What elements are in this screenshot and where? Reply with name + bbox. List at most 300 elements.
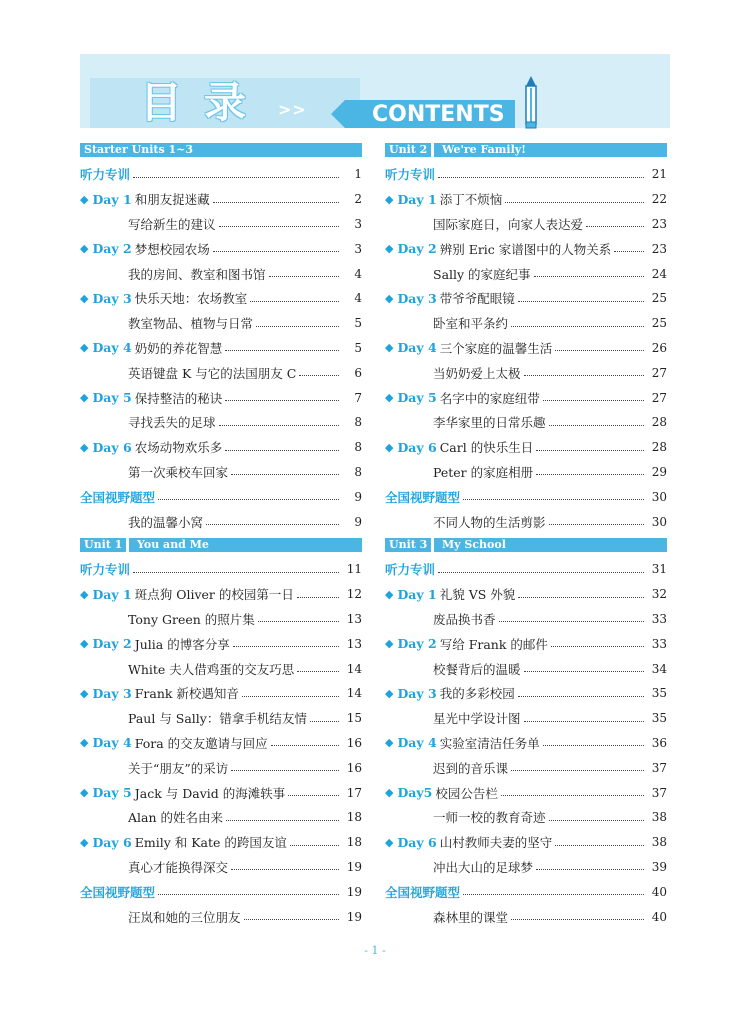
page-ref: 9 [354, 489, 362, 504]
entry-title: 迟到的音乐课 [433, 760, 509, 776]
page-ref: 37 [651, 760, 667, 775]
entry-title: 听力专训 [385, 167, 436, 183]
entry-title: 带爷爷配眼镜 [439, 291, 515, 307]
diamond-icon: ◆ [385, 587, 394, 601]
left-column [80, 143, 362, 929]
toc-entry[interactable] [385, 904, 667, 929]
dot-leader [290, 845, 339, 846]
entry-title: 第一次乘校车回家 [128, 464, 229, 480]
page-ref: 11 [346, 562, 362, 577]
page-ref: 4 [354, 291, 362, 306]
page-ref: 25 [651, 316, 667, 331]
dot-leader [524, 375, 644, 376]
dot-leader [586, 226, 644, 227]
page-ref: 1 [354, 167, 362, 182]
toc-entry[interactable] [385, 286, 667, 311]
page-ref: 13 [346, 636, 362, 651]
dot-leader [250, 301, 339, 302]
entry-title: 奶奶的养花智慧 [134, 340, 223, 356]
toc-entry[interactable] [385, 855, 667, 880]
toc-entry[interactable] [385, 607, 667, 632]
dot-leader [213, 202, 339, 203]
page-ref: 26 [651, 340, 667, 355]
toc-entry[interactable] [80, 212, 362, 237]
toc-entry[interactable] [80, 755, 362, 780]
toc-entry[interactable] [385, 879, 667, 904]
page-ref: 40 [651, 909, 667, 924]
dot-leader [505, 202, 644, 203]
dot-leader [534, 276, 644, 277]
dot-leader [438, 177, 644, 178]
toc-entry[interactable] [80, 904, 362, 929]
entry-title: 森林里的课堂 [433, 909, 509, 925]
section-header [80, 143, 362, 158]
toc-entry[interactable] [385, 212, 667, 237]
entry-title: 斑点狗 Oliver 的校园第一日 [134, 587, 294, 603]
entry-title: 添丁不烦恼 [439, 192, 503, 208]
entry-title: Julia 的博客分享 [134, 636, 230, 652]
toc-entry[interactable] [80, 410, 362, 435]
page-ref: 28 [651, 415, 667, 430]
page-ref: 30 [651, 489, 667, 504]
diamond-icon: ◆ [80, 587, 89, 601]
dot-leader [463, 499, 644, 500]
toc-entry[interactable] [385, 236, 667, 261]
dot-leader [518, 301, 644, 302]
dot-leader [225, 400, 339, 401]
page-ref: 8 [354, 464, 362, 479]
toc-entry[interactable] [385, 755, 667, 780]
entry-title: 全国视野题型 [385, 489, 461, 505]
toc-entry[interactable] [80, 607, 362, 632]
toc-entry[interactable] [385, 631, 667, 656]
toc-entry[interactable] [385, 311, 667, 336]
dot-leader [549, 524, 644, 525]
page-ref: 23 [651, 216, 667, 231]
dot-leader [524, 721, 644, 722]
day-tag: Day 2 [92, 241, 132, 257]
toc-entry[interactable] [385, 385, 667, 410]
entry-title: 星光中学设计图 [433, 711, 521, 727]
day-tag: Day 2 [397, 241, 437, 257]
page-ref: 3 [354, 216, 362, 231]
page-ref: 12 [346, 587, 362, 602]
entry-title: Jack 与 David 的海滩轶事 [134, 785, 286, 801]
toc-entry[interactable] [80, 509, 362, 534]
toc-entry[interactable] [385, 780, 667, 805]
right-column [385, 143, 667, 929]
day-tag: Day 2 [397, 636, 437, 652]
entry-title: 实验室清洁任务单 [439, 735, 540, 751]
dot-leader [518, 696, 644, 697]
dot-leader [158, 499, 339, 500]
dot-leader [511, 770, 644, 771]
diamond-icon: ◆ [385, 291, 394, 305]
page-ref: 32 [651, 587, 667, 602]
entry-title: 我的房间、教室和图书馆 [128, 266, 266, 282]
day-tag: Day 2 [92, 636, 132, 652]
diamond-icon: ◆ [385, 686, 394, 700]
dot-leader [244, 919, 339, 920]
diamond-icon: ◆ [385, 736, 394, 750]
entry-title: Paul 与 Sally：错拿手机结友情 [128, 711, 307, 727]
section-label: Unit 2 [385, 143, 434, 157]
page-ref: 18 [346, 810, 362, 825]
page-ref: 6 [354, 365, 362, 380]
section-header [80, 538, 362, 553]
diamond-icon: ◆ [80, 391, 89, 405]
entry-title: Alan 的姓名由来 [128, 810, 224, 826]
day-tag: Day 4 [92, 735, 132, 751]
day-tag: Day 5 [92, 390, 132, 406]
day-tag: Day 4 [397, 340, 437, 356]
day-tag: Day 5 [92, 785, 132, 801]
diamond-icon: ◆ [385, 786, 394, 800]
toc-entry[interactable] [80, 385, 362, 410]
page-ref: 5 [354, 316, 362, 331]
entry-title: Fora 的交友邀请与回应 [134, 735, 268, 751]
toc-entry[interactable] [385, 410, 667, 435]
dot-leader [206, 524, 339, 525]
toc-entry[interactable] [80, 460, 362, 485]
section-title: My School [442, 537, 506, 551]
entry-title: 听力专训 [80, 167, 131, 183]
page-ref: 4 [354, 266, 362, 281]
entry-title: Emily 和 Kate 的跨国友谊 [134, 835, 287, 851]
day-tag: Day 4 [92, 340, 132, 356]
diamond-icon: ◆ [80, 341, 89, 355]
diamond-icon: ◆ [385, 835, 394, 849]
section-title: We're Family! [442, 143, 526, 156]
dot-leader [297, 671, 339, 672]
entry-title: Tony Green 的照片集 [128, 611, 255, 627]
page-ref: 8 [354, 440, 362, 455]
page-ref: 33 [651, 611, 667, 626]
page-ref: 36 [651, 735, 667, 750]
page-ref: 14 [346, 661, 362, 676]
toc-entry[interactable] [385, 805, 667, 830]
toc-entry[interactable] [80, 681, 362, 706]
dot-leader [518, 597, 644, 598]
dot-leader [511, 919, 644, 920]
page-ref: 3 [354, 241, 362, 256]
dot-leader [511, 326, 644, 327]
toc-entry[interactable] [385, 261, 667, 286]
toc-entry[interactable] [385, 582, 667, 607]
entry-title: Peter 的家庭相册 [433, 464, 534, 480]
diamond-icon: ◆ [80, 291, 89, 305]
entry-title: 校餐背后的温暖 [433, 661, 521, 677]
diamond-icon: ◆ [80, 242, 89, 256]
toc-entry[interactable] [385, 336, 667, 361]
dot-leader [524, 671, 644, 672]
entry-title: 和朋友捉迷藏 [134, 192, 210, 208]
entry-title: 三个家庭的温馨生活 [439, 340, 553, 356]
dot-leader [614, 251, 644, 252]
entry-title: 卧室和平条约 [433, 316, 509, 332]
diamond-icon: ◆ [385, 440, 394, 454]
page-ref: 16 [346, 735, 362, 750]
entry-title: 礼貌 VS 外貌 [439, 587, 516, 603]
toc-entry[interactable] [80, 706, 362, 731]
page-ref: 5 [354, 340, 362, 355]
toc-entry[interactable] [385, 656, 667, 681]
dot-leader [555, 350, 644, 351]
day-tag: Day 3 [397, 685, 437, 701]
page-ref: 35 [651, 711, 667, 726]
dot-leader [231, 869, 339, 870]
entry-title: 写给 Frank 的邮件 [439, 636, 548, 652]
toc-entry[interactable] [385, 162, 667, 187]
dot-leader [501, 795, 644, 796]
toc-entry[interactable] [80, 631, 362, 656]
page-ref: 25 [651, 291, 667, 306]
entry-title: 农场动物欢乐多 [134, 440, 223, 456]
toc-entry[interactable] [80, 286, 362, 311]
entry-title: 快乐天地：农场教室 [134, 291, 248, 307]
page-ref: 19 [346, 884, 362, 899]
entry-title: 寻找丢失的足球 [128, 415, 216, 431]
entry-title: 关于“朋友”的采访 [128, 760, 229, 776]
entry-title: 国际家庭日，向家人表达爱 [433, 216, 584, 232]
dot-leader [543, 745, 644, 746]
toc-entry[interactable] [385, 706, 667, 731]
page-ref: 18 [346, 835, 362, 850]
dot-leader [536, 474, 644, 475]
entry-title: 英语键盘 K 与它的法国朋友 C [128, 365, 297, 381]
section-header [385, 538, 667, 553]
day-tag: Day 1 [397, 191, 437, 207]
entry-title: Sally 的家庭纪事 [433, 266, 531, 282]
toc-entry[interactable] [80, 582, 362, 607]
toc-entry[interactable] [80, 187, 362, 212]
page-number: - 1 - [364, 944, 386, 957]
entry-title: 我的温馨小窝 [128, 514, 204, 530]
toc-entry[interactable] [80, 731, 362, 756]
dot-leader [299, 375, 339, 376]
diamond-icon: ◆ [80, 786, 89, 800]
toc-entry[interactable] [385, 681, 667, 706]
toc-entry[interactable] [80, 261, 362, 286]
page-ref: 34 [651, 661, 667, 676]
dot-leader [219, 425, 339, 426]
toc-entry[interactable] [80, 236, 362, 261]
dot-leader [213, 251, 339, 252]
dot-leader [256, 326, 339, 327]
diamond-icon: ◆ [80, 686, 89, 700]
page-ref: 33 [651, 636, 667, 651]
dot-leader [225, 350, 339, 351]
dot-leader [536, 869, 644, 870]
day-tag: Day 5 [397, 390, 437, 406]
toc-entry[interactable] [80, 879, 362, 904]
toc-entry[interactable] [385, 484, 667, 509]
dot-leader [310, 721, 339, 722]
entry-title: 废品换书香 [433, 611, 496, 627]
entry-title: 全国视野题型 [80, 884, 156, 900]
diamond-icon: ◆ [80, 736, 89, 750]
toc-entry[interactable] [80, 484, 362, 509]
entry-title: 当奶奶爱上太极 [433, 365, 521, 381]
section-label: Unit 1 [80, 538, 129, 552]
day-tag: Day 1 [92, 191, 132, 207]
toc-entry[interactable] [80, 855, 362, 880]
page-ref: 14 [346, 686, 362, 701]
dot-leader [543, 400, 644, 401]
entry-title: 保持整洁的秘诀 [134, 390, 223, 406]
dot-leader [271, 745, 339, 746]
entry-title: 李华家里的日常乐趣 [433, 415, 546, 431]
day-tag: Day 6 [92, 439, 132, 455]
section-label: Starter Units 1~3 [80, 143, 197, 157]
toc-entry[interactable] [80, 336, 362, 361]
page-ref: 17 [346, 785, 362, 800]
dot-leader [233, 646, 339, 647]
page-ref: 39 [651, 859, 667, 874]
entry-title: 校园公告栏 [435, 785, 498, 801]
diamond-icon: ◆ [80, 835, 89, 849]
toc-entry[interactable] [385, 509, 667, 534]
page-ref: 13 [346, 611, 362, 626]
entry-title: 写给新生的建议 [128, 216, 216, 232]
section-header [385, 143, 667, 158]
entry-title: 山村教师夫妻的坚守 [439, 835, 553, 851]
dot-leader [438, 572, 644, 573]
dot-leader [551, 646, 644, 647]
entry-title: 全国视野题型 [80, 489, 156, 505]
page-ref: 31 [651, 562, 667, 577]
entry-title: 全国视野题型 [385, 884, 461, 900]
day-tag: Day 1 [92, 586, 132, 602]
page-ref: 30 [651, 514, 667, 529]
diamond-icon: ◆ [385, 341, 394, 355]
toc-entry[interactable] [80, 435, 362, 460]
page-ref: 7 [354, 390, 362, 405]
diamond-icon: ◆ [80, 637, 89, 651]
day-tag: Day 3 [92, 685, 132, 701]
entry-title: 真心才能换得深交 [128, 859, 229, 875]
page-ref: 24 [651, 266, 667, 281]
page-ref: 21 [651, 167, 667, 182]
entry-title: 汪岚和她的三位朋友 [128, 909, 241, 925]
page-title: 目录 [140, 78, 269, 127]
dot-leader [231, 770, 339, 771]
page-ref: 22 [651, 192, 667, 207]
page-ref: 16 [346, 760, 362, 775]
day-tag: Day 6 [397, 834, 437, 850]
dot-leader [133, 572, 339, 573]
pencil-icon [522, 76, 540, 130]
toc-entry[interactable] [385, 731, 667, 756]
entry-title: 听力专训 [385, 562, 436, 578]
page-ref: 23 [651, 241, 667, 256]
toc-entry[interactable] [80, 780, 362, 805]
toc-entry[interactable] [80, 557, 362, 582]
dot-leader [269, 276, 339, 277]
page-ref: 19 [346, 859, 362, 874]
toc-entry[interactable] [385, 557, 667, 582]
page-ref: 29 [651, 464, 667, 479]
dot-leader [225, 450, 339, 451]
toc-entry[interactable] [385, 460, 667, 485]
day-tag: Day5 [397, 785, 433, 801]
toc-entry[interactable] [385, 360, 667, 385]
dot-leader [133, 177, 339, 178]
page-ref: 38 [651, 835, 667, 850]
contents-label: CONTENTS [372, 102, 505, 127]
day-tag: Day 3 [397, 290, 437, 306]
page-ref: 27 [651, 390, 667, 405]
entry-title: Frank 新校遇知音 [134, 686, 239, 702]
dot-leader [549, 425, 644, 426]
dot-leader [549, 820, 644, 821]
dot-leader [158, 894, 339, 895]
page-ref: 9 [354, 514, 362, 529]
entry-title: 梦想校园农场 [134, 241, 210, 257]
entry-title: 听力专训 [80, 562, 131, 578]
dot-leader [242, 696, 339, 697]
page-ref: 8 [354, 415, 362, 430]
toc-entry[interactable] [385, 830, 667, 855]
dot-leader [258, 621, 339, 622]
toc-entry[interactable] [80, 360, 362, 385]
page-ref: 28 [651, 440, 667, 455]
dot-leader [226, 820, 339, 821]
toc-entry[interactable] [80, 656, 362, 681]
page-ref: 38 [651, 810, 667, 825]
entry-title: 冲出大山的足球梦 [433, 859, 534, 875]
page-ref: 2 [354, 192, 362, 207]
day-tag: Day 1 [397, 586, 437, 602]
entry-title: Carl 的快乐生日 [439, 440, 534, 456]
dot-leader [297, 597, 339, 598]
entry-title: 一师一校的教育奇迹 [433, 810, 546, 826]
dot-leader [536, 450, 644, 451]
entry-title: 辨别 Eric 家谱图中的人物关系 [439, 241, 612, 257]
day-tag: Day 4 [397, 735, 437, 751]
entry-title: 我的多彩校园 [439, 686, 515, 702]
dot-leader [463, 894, 644, 895]
toc-entry[interactable] [80, 830, 362, 855]
dot-leader [219, 226, 339, 227]
page-ref: 35 [651, 686, 667, 701]
toc-entry[interactable] [385, 435, 667, 460]
toc-entry[interactable] [80, 805, 362, 830]
day-tag: Day 3 [92, 290, 132, 306]
entry-title: White 夫人借鸡蛋的交友巧思 [128, 661, 295, 677]
dot-leader [231, 474, 339, 475]
diamond-icon: ◆ [80, 440, 89, 454]
entry-title: 教室物品、植物与日常 [128, 316, 254, 332]
diamond-icon: ◆ [385, 637, 394, 651]
entry-title: 不同人物的生活剪影 [433, 514, 546, 530]
entry-title: 名字中的家庭纽带 [439, 390, 540, 406]
page-ref: 15 [346, 711, 362, 726]
page-ref: 37 [651, 785, 667, 800]
page-ref: 40 [651, 884, 667, 899]
dot-leader [499, 621, 644, 622]
diamond-icon: ◆ [385, 391, 394, 405]
toc-entry[interactable] [385, 187, 667, 212]
page-ref: 27 [651, 365, 667, 380]
page-ref: 19 [346, 909, 362, 924]
title-arrows: >> [278, 100, 307, 119]
toc-entry[interactable] [80, 311, 362, 336]
dot-leader [555, 845, 644, 846]
section-title: You and Me [137, 537, 209, 551]
diamond-icon: ◆ [385, 192, 394, 206]
toc-entry[interactable] [80, 162, 362, 187]
